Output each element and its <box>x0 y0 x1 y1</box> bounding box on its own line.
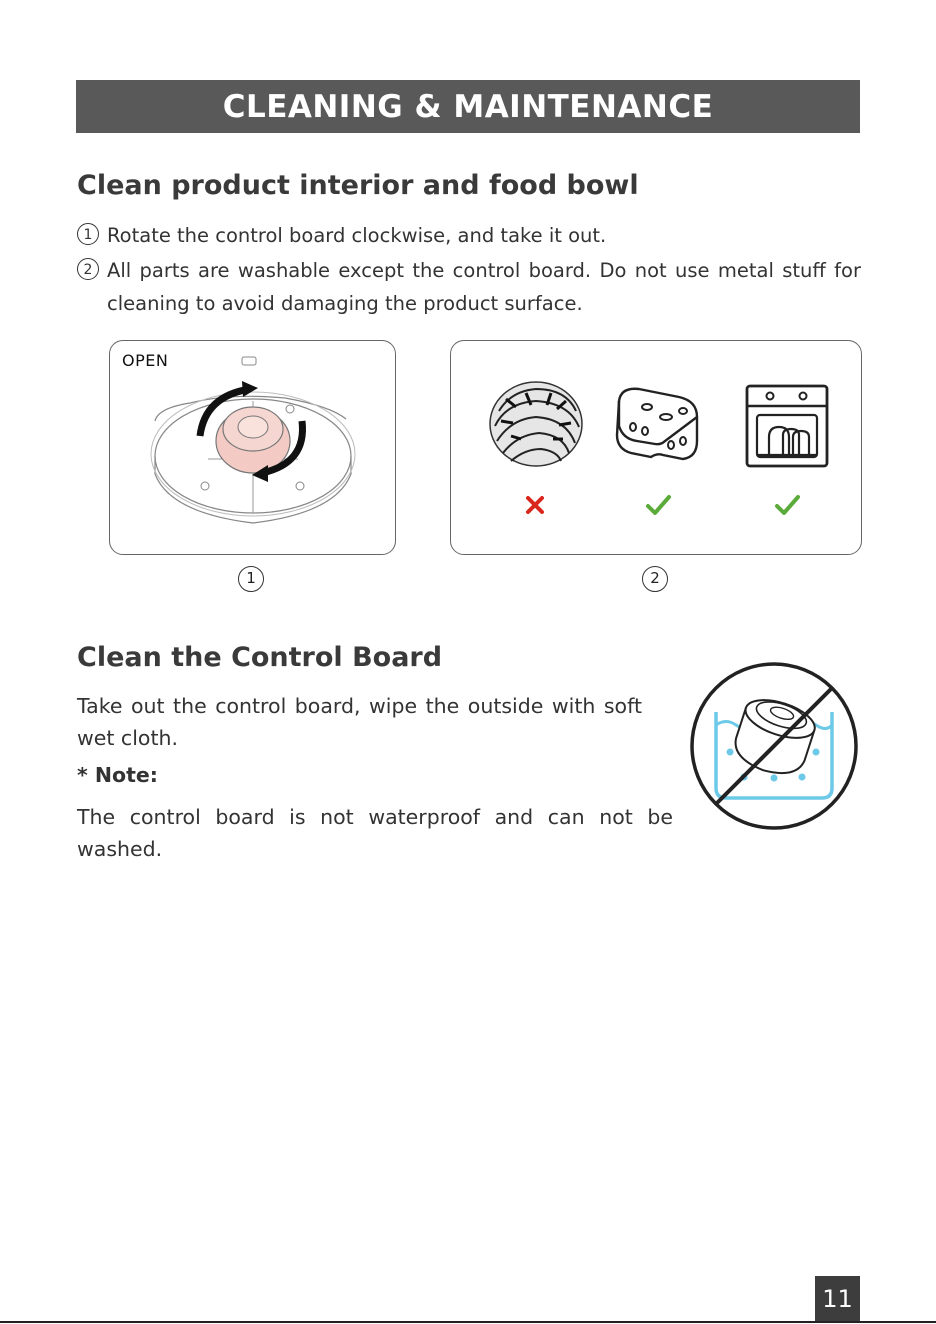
control-board-instructions: Take out the control board, wipe the outside with soft wet cloth. <box>77 694 642 750</box>
sponge-icon <box>617 389 697 459</box>
figure-cleaning-methods <box>450 340 862 555</box>
step-text: All parts are washable except the control board. Do not use metal stuff for cleaning to avoid damaging the product surface. <box>107 259 861 315</box>
section-heading-control-board: Clean the Control Board <box>77 642 443 673</box>
step-text: Rotate the control board clockwise, and take it out. <box>107 224 607 247</box>
check-icon <box>648 497 669 513</box>
step-1 <box>77 219 861 252</box>
steel-wool-icon <box>490 382 582 466</box>
step-2 <box>77 254 861 320</box>
page-number: 11 <box>815 1276 860 1321</box>
open-label: OPEN <box>122 351 169 370</box>
figure-rotate-board <box>109 340 396 555</box>
banner-title: CLEANING & MAINTENANCE <box>222 88 714 125</box>
figure-caption-2: 2 <box>642 566 668 592</box>
footer-rule <box>0 1321 936 1323</box>
step-number: 1 <box>77 223 99 245</box>
check-icon <box>777 497 798 513</box>
cross-icon <box>528 498 542 512</box>
dishwasher-icon <box>747 386 827 466</box>
figure-caption-1: 1 <box>238 566 264 592</box>
feeder-top-view-illustration <box>110 341 395 554</box>
step-number: 2 <box>77 258 99 280</box>
note-label: * Note: <box>77 763 158 787</box>
no-water-wash-icon <box>688 660 860 832</box>
section-banner <box>76 80 860 133</box>
section-heading-interior: Clean product interior and food bowl <box>77 170 639 201</box>
note-text: The control board is not waterproof and can not be washed. <box>77 805 673 861</box>
